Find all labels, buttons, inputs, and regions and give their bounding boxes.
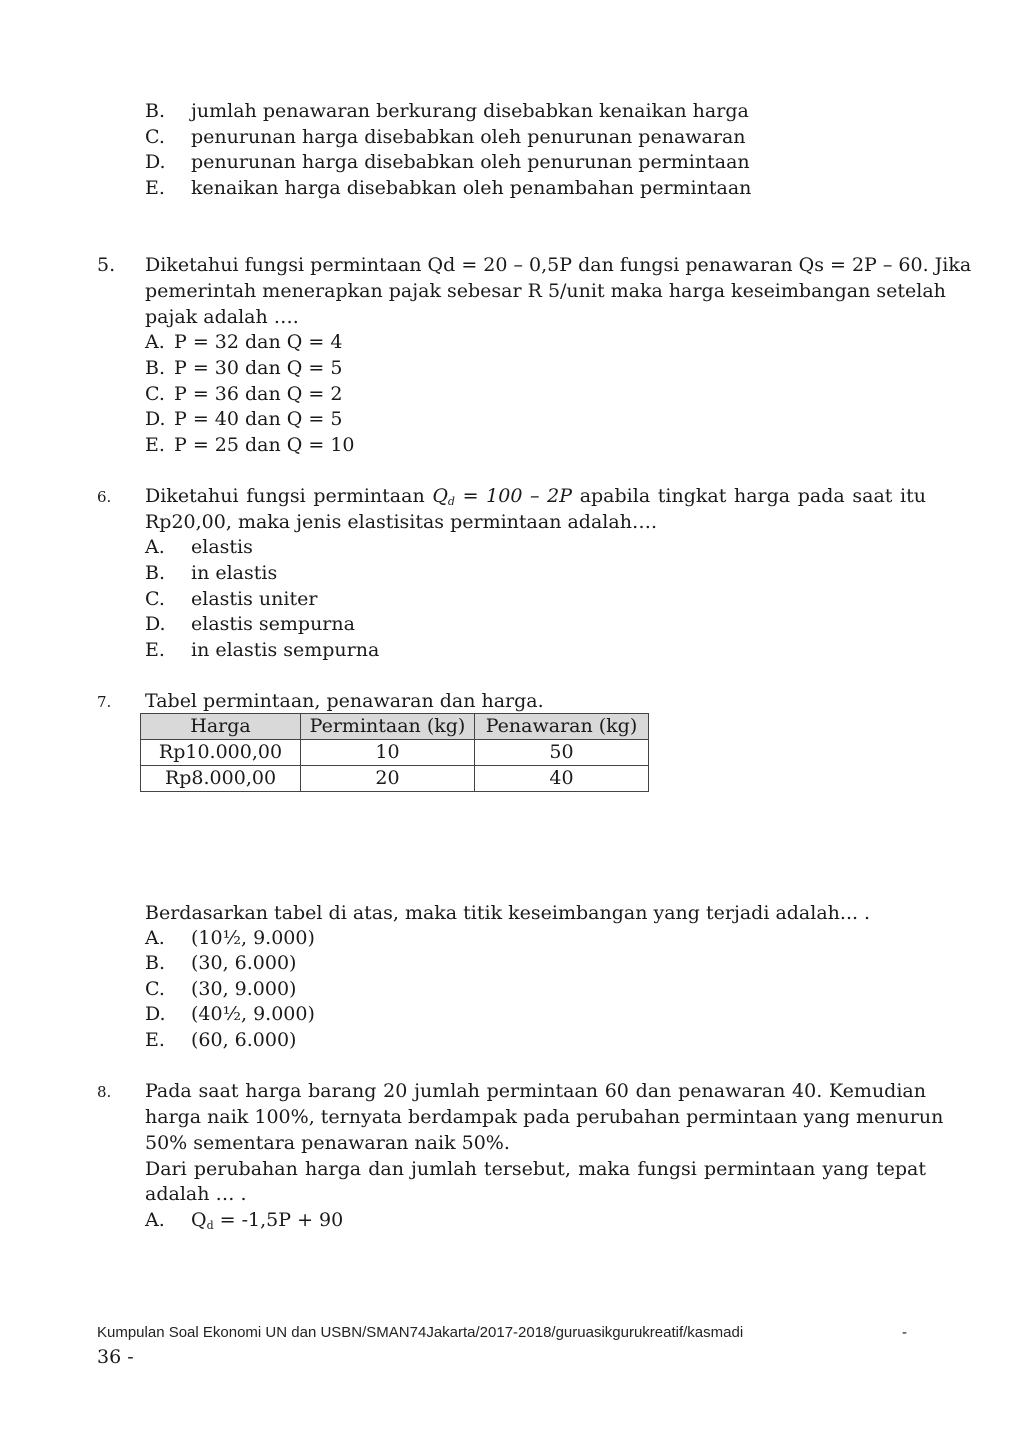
question-text-line: adalah … . <box>145 1183 247 1205</box>
option <box>145 355 342 381</box>
footer-text: Kumpulan Soal Ekonomi UN dan USBN/SMAN74Jakarta/2017-2018/guruasikgurukreatif/kasmadi <box>97 1324 744 1341</box>
table-cell: Rp8.000,00 <box>141 766 301 792</box>
option-text: penurunan harga disebabkan oleh penurunan permintaan <box>191 151 750 173</box>
question-text-line: Rp20,00, maka jenis elastisitas permintaan adalah…. <box>145 511 657 533</box>
option-text: P = 40 dan Q = 5 <box>174 408 343 430</box>
option-text: P = 30 dan Q = 5 <box>174 357 343 379</box>
option-letter: A. <box>145 1209 165 1231</box>
question-text-line: pemerintah menerapkan pajak sebesar R 5/unit maka harga keseimbangan setelah <box>145 280 946 302</box>
table-header-cell: Permintaan (kg) <box>301 714 475 740</box>
option-letter: A. <box>145 536 165 558</box>
question-number: 5. <box>97 254 116 276</box>
question-number: 6. <box>97 488 112 506</box>
formula-expression: = 100 – 2P <box>462 485 573 507</box>
question-text-line: Berdasarkan tabel di atas, maka titik keseimbangan yang terjadi adalah... . <box>145 902 871 924</box>
table-cell: 40 <box>475 766 649 792</box>
price-table <box>140 713 649 792</box>
option-letter: C. <box>145 126 165 148</box>
option-letter: D. <box>145 1003 166 1025</box>
option-text: (40½, 9.000) <box>191 1003 315 1025</box>
option-letter: E. <box>145 1029 165 1051</box>
option-text: elastis sempurna <box>191 613 355 635</box>
option-letter: A. <box>145 927 165 949</box>
option-letter: C. <box>145 978 165 1000</box>
option-text: P = 25 dan Q = 10 <box>174 434 355 456</box>
question-text-line: Pada saat harga barang 20 jumlah permintaan 60 dan penawaran 40. Kemudian <box>145 1080 926 1102</box>
question-text-line: Diketahui fungsi permintaan Qd = 20 – 0,5P dan fungsi penawaran Qs = 2P – 60. Jika <box>145 254 972 276</box>
table-header-cell: Harga <box>141 714 301 740</box>
option-letter: B. <box>145 952 166 974</box>
option-text: elastis uniter <box>191 588 318 610</box>
table-cell: Rp10.000,00 <box>141 740 301 766</box>
option-letter: B. <box>145 100 166 122</box>
question-text-part: apabila tingkat harga pada saat itu <box>579 485 926 507</box>
question-text-line: Tabel permintaan, penawaran dan harga. <box>145 690 544 712</box>
option-letter: E. <box>145 434 165 456</box>
option-letter: D. <box>145 408 166 430</box>
question-text-line: harga naik 100%, ternyata berdampak pada perubahan permintaan yang menurun <box>145 1106 944 1128</box>
footer-dash: - <box>902 1324 907 1341</box>
option-text: jumlah penawaran berkurang disebabkan kenaikan harga <box>191 100 749 122</box>
page-number: 36 - <box>97 1346 134 1368</box>
question-text-part: Diketahui fungsi permintaan <box>145 485 425 507</box>
option <box>145 432 355 458</box>
question-number: 7. <box>97 693 112 711</box>
option-text <box>191 1207 343 1239</box>
option-text: (10½, 9.000) <box>191 927 315 949</box>
question-text-line: 50% sementara penawaran naik 50%. <box>145 1132 510 1154</box>
table-header-cell: Penawaran (kg) <box>475 714 649 740</box>
table-cell: 20 <box>301 766 475 792</box>
option-letter: E. <box>145 177 165 199</box>
formula-variable: Q <box>432 485 448 507</box>
option-text: penurunan harga disebabkan oleh penurunan penawaran <box>191 126 746 148</box>
formula <box>432 485 572 507</box>
option-letter: C. <box>145 588 165 610</box>
option-text: (30, 9.000) <box>191 978 297 1000</box>
option-text: (60, 6.000) <box>191 1029 297 1051</box>
question-text-line: pajak adalah …. <box>145 306 299 328</box>
option-text: P = 36 dan Q = 2 <box>174 383 343 405</box>
option-text: (30, 6.000) <box>191 952 297 974</box>
option-text: in elastis <box>191 562 278 584</box>
option <box>145 329 342 355</box>
formula-variable: Q <box>191 1209 207 1231</box>
option-letter: A. <box>145 331 165 353</box>
table-header-row <box>141 714 649 740</box>
question-text-line: Dari perubahan harga dan jumlah tersebut, maka fungsi permintaan yang tepat <box>145 1158 926 1180</box>
table-cell: 10 <box>301 740 475 766</box>
option-text: P = 32 dan Q = 4 <box>174 331 343 353</box>
option-letter: E. <box>145 639 165 661</box>
option-letter: C. <box>145 383 165 405</box>
option-letter: B. <box>145 562 166 584</box>
option-letter: D. <box>145 151 166 173</box>
option-letter: B. <box>145 357 166 379</box>
option <box>145 381 342 407</box>
formula-expression: = -1,5P + 90 <box>213 1209 344 1231</box>
table-row <box>141 740 649 766</box>
table-row <box>141 766 649 792</box>
option-text: kenaikan harga disebabkan oleh penambahan permintaan <box>191 177 752 199</box>
formula-subscript: d <box>447 495 455 508</box>
question-number: 8. <box>97 1083 112 1101</box>
option-text: in elastis sempurna <box>191 639 380 661</box>
option-letter: D. <box>145 613 166 635</box>
formula-subscript: d <box>206 1219 214 1232</box>
option-text: elastis <box>191 536 253 558</box>
table-cell: 50 <box>475 740 649 766</box>
option <box>145 406 342 432</box>
